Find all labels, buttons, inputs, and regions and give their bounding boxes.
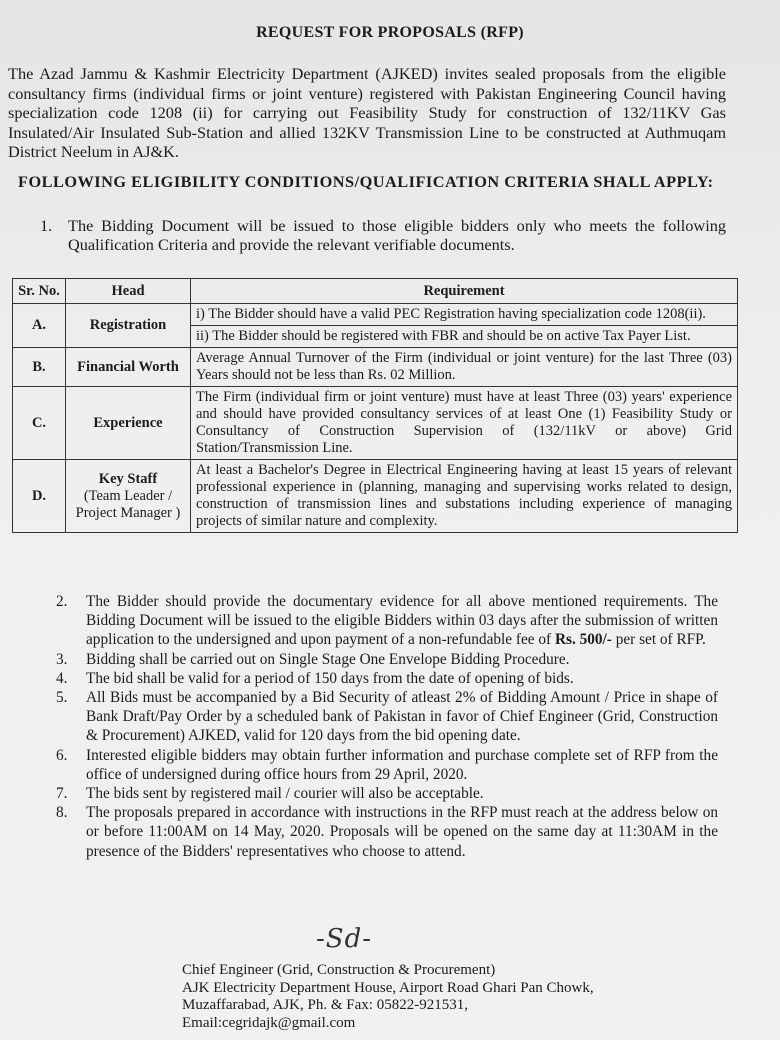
sender-address	[182, 962, 702, 1032]
list-item	[56, 746, 718, 784]
row-sr: B.	[13, 348, 66, 387]
qualification-table	[12, 278, 738, 533]
row-head-key-staff	[66, 460, 191, 533]
item-text: All Bids must be accompanied by a Bid Security of atleast 2% of Bidding Amount / Price in shape of Bank Draft/Pay Order by a scheduled bank of Pakistan in favor of Chief Engineer (Grid, Construction & Procurement) AJKED, valid for 120 days from the bid opening date.	[86, 689, 718, 745]
address-line: Muzaffarabad, AJK, Ph. & Fax: 05822-921531,	[182, 997, 468, 1013]
signature: -Sd-	[316, 924, 373, 954]
row-head-sub: (Team Leader / Project Manager )	[75, 487, 181, 521]
item-text: The bids sent by registered mail / courier will also be acceptable.	[86, 785, 484, 803]
document-title: REQUEST FOR PROPOSALS (RFP)	[256, 24, 524, 41]
item-number: 8.	[56, 804, 68, 822]
address-line: AJK Electricity Department House, Airport Road Ghari Pan Chowk,	[182, 979, 594, 996]
intro-paragraph: The Azad Jammu & Kashmir Electricity Department (AJKED) invites sealed proposals from the eligible consultancy firms (individual firms or joint venture) registered with Pakistan Engineering Council having specialization code 1208 (ii) for carrying out Feasibility Study for construction of 132/11KV Gas Insulated/Air Insulated Sub-Station and allied 132KV Transmission Line to be constructed at Authmuqam District Neelum in AJ&K.	[8, 64, 726, 161]
item-number: 3.	[56, 650, 68, 668]
list-item	[56, 592, 718, 650]
list-item	[56, 688, 718, 746]
list-item	[56, 784, 718, 803]
item-text: The Bidding Document will be issued to those eligible bidders only who meets the following Qualification Criteria and provide the relevant verifiable documents.	[68, 216, 726, 254]
header-head: Head	[66, 279, 191, 304]
item-text: Interested eligible bidders may obtain further information and purchase complete set of RFP from the office of undersigned during office hours from 29 April, 2020.	[86, 746, 718, 783]
item-text: The bid shall be valid for a period of 150 days from the date of opening of bids.	[86, 669, 574, 687]
header-requirement: Requirement	[191, 279, 738, 304]
list-item	[56, 803, 718, 861]
row-sr: D.	[13, 460, 66, 533]
row-head: Registration	[66, 304, 191, 348]
item-text	[86, 592, 718, 650]
header-sr-no: Sr. No.	[13, 279, 66, 304]
eligibility-heading: FOLLOWING ELIGIBILITY CONDITIONS/QUALIFICATION CRITERIA SHALL APPLY:	[18, 172, 714, 191]
item-number: 7.	[56, 785, 68, 803]
item-number: 2.	[56, 593, 68, 610]
list-item	[56, 650, 718, 669]
row-sr: C.	[13, 387, 66, 460]
row-head: Experience	[66, 387, 191, 460]
item-number: 4.	[56, 669, 68, 687]
table-row	[13, 304, 738, 326]
item-text: Bidding shall be carried out on Single Stage One Envelope Bidding Procedure.	[86, 650, 570, 668]
table-row	[13, 387, 738, 460]
item-text: The proposals prepared in accordance with instructions in the RFP must reach at the address below on or before 11:00AM on 14 May, 2020. Proposals will be opened on the same day at 11:30AM in the presence of the Bidders' representatives who choose to attend.	[86, 804, 718, 860]
row-sr: A.	[13, 304, 66, 348]
row-requirement: The Firm (individual firm or joint venture) must have at least Three (03) years' experience and should have provided consultancy services of at least One (1) Feasibility Study or Consultancy of Construction Supervision of (132/11kV or above) Grid Station/Transmission Line.	[191, 387, 738, 460]
address-line: Chief Engineer (Grid, Construction & Procurement)	[182, 962, 496, 978]
table-row	[13, 348, 738, 387]
numbered-list	[56, 592, 718, 861]
address-line: Email:cegridajk@gmail.com	[182, 1014, 356, 1031]
item-text-bold: Rs. 500/-	[554, 631, 612, 649]
item-text-part: per set of RFP.	[611, 631, 706, 649]
row-head: Key Staff	[98, 470, 158, 487]
row-requirement: Average Annual Turnover of the Firm (individual or joint venture) for the last Three (03) Years should not be less than Rs. 02 Million.	[191, 348, 738, 387]
row-requirement: ii) The Bidder should be registered with FBR and should be on active Tax Payer List.	[191, 326, 738, 348]
row-head: Financial Worth	[66, 348, 191, 387]
item-number: 1.	[40, 216, 53, 235]
row-requirement: At least a Bachelor's Degree in Electrical Engineering having at least 15 years of relevant professional experience in (planning, managing and supervising works related to design, construction of transmission lines and substations including experience of managing projects of similar nature and complexity.	[191, 460, 738, 533]
list-item	[56, 669, 718, 688]
item-text-part: The Bidder should provide the documentary evidence for all above mentioned requirements. The Bidding Document will be issued to the eligible Bidders within 03 days after the submission of written application to the undersigned and upon payment of a non-refundable fee of	[86, 593, 718, 649]
table-header-row	[13, 279, 738, 304]
row-requirement: i) The Bidder should have a valid PEC Registration having specialization code 1208(ii).	[191, 304, 738, 326]
item-number: 5.	[56, 689, 68, 707]
item-number: 6.	[56, 746, 68, 764]
list-item	[40, 216, 726, 254]
table-row	[13, 460, 738, 533]
